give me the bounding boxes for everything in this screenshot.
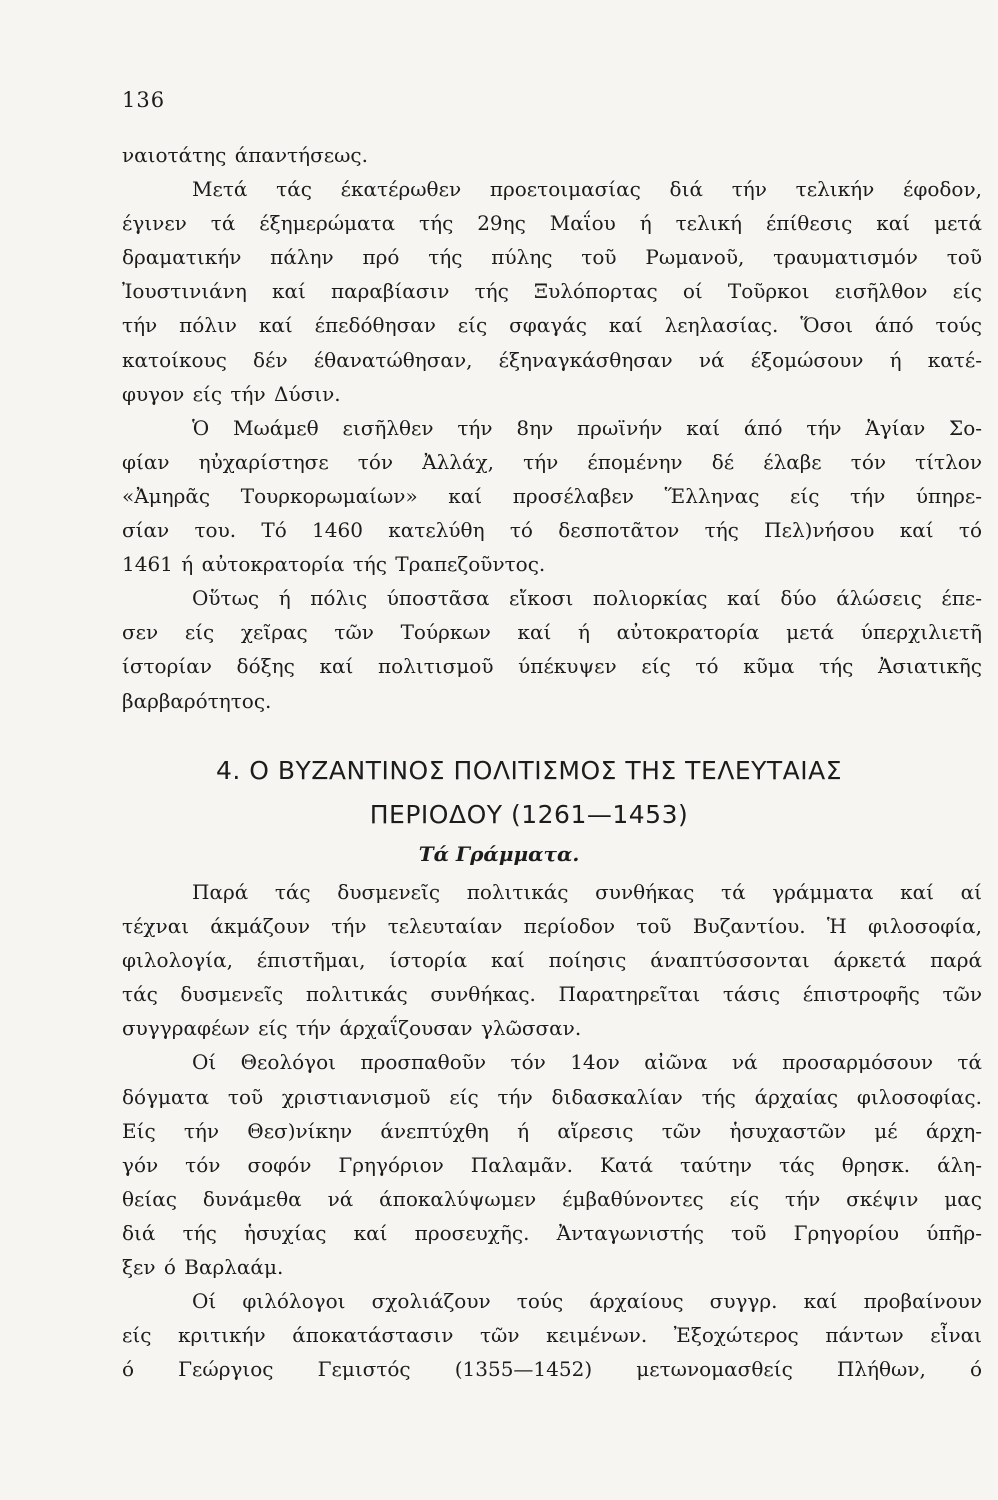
text-line: έγινεν τά έξημερώματα τής 29ης Μαΐου ή τελική έπίθεσις καί μετά: [122, 211, 982, 236]
text-line: τέχναι άκμάζουν τήν τελευταίαν περίοδον τοῦ Βυζαντίου. Ἡ φιλοσοφία,: [122, 914, 982, 939]
text-line: Οὕτως ή πόλις ύποστᾶσα εἴκοσι πολιορκίας καί δύο άλώσεις έπε-: [192, 586, 982, 611]
text-line: βαρβαρότητος.: [122, 688, 272, 713]
text-line: φυγον είς τήν Δύσιν.: [122, 381, 341, 406]
text-line: είς κριτικήν άποκατάστασιν τῶν κειμένων. Ἐξοχώτερος πάντων εἶναι: [122, 1323, 982, 1348]
text-line: Οί φιλόλογοι σχολιάζουν τούς άρχαίους συγγρ. καί προβαίνουν: [192, 1289, 982, 1314]
text-line: Ἰουστινιάνη καί παραβίασιν τής Ξυλόπορτας οί Τοῦρκοι εισῆλθον είς: [122, 279, 982, 304]
text-line: διά τής ἡσυχίας καί προσευχῆς. Ἀνταγωνιστής τοῦ Γρηγορίου ύπῆρ-: [122, 1220, 982, 1245]
body-text-section-2: [122, 875, 982, 1386]
text-line: δόγματα τοῦ χριστιανισμοῦ είς τήν διδασκαλίαν τής άρχαίας φιλοσοφίας.: [122, 1084, 982, 1109]
subheading: Τά Γράμματα.: [418, 842, 580, 866]
text-line: ναιοτάτης άπαντήσεως.: [122, 143, 368, 167]
text-line: Παρά τάς δυσμενεῖς πολιτικάς συνθήκας τά γράμματα καί αί: [192, 880, 982, 904]
text-line: τήν πόλιν καί έπεδόθησαν είς σφαγάς καί λεηλασίας. Ὅσοι άπό τούς: [122, 313, 982, 338]
text-line: Μετά τάς έκατέρωθεν προετοιμασίας διά τήν τελικήν έφοδον,: [192, 177, 982, 202]
text-line: κατοίκους δέν έθανατώθησαν, έξηναγκάσθησαν νά έξομώσουν ή κατέ-: [122, 347, 982, 372]
text-line: σίαν του. Τό 1460 κατελύθη τό δεσποτᾶτον τής Πελ)νήσου καί τό: [122, 518, 982, 543]
body-text-section-1: [122, 138, 982, 718]
text-line: ίστορίαν δόξης καί πολιτισμοῦ ύπέκυψεν είς τό κῦμα τής Ἀσιατικῆς: [122, 654, 982, 679]
text-line: γόν τόν σοφόν Γρηγόριον Παλαμᾶν. Κατά ταύτην τάς θρησκ. άλη-: [122, 1152, 982, 1177]
text-line: σεν είς χεῖρας τῶν Τούρκων καί ή αὐτοκρατορία μετά ύπερχιλιετῆ: [122, 620, 982, 645]
section-heading: 4. Ο ΒΥΖΑΝΤΙΝΟΣ ΠΟΛΙΤΙΣΜΟΣ ΤΗΣ ΤΕΛΕΥΤΑΙΑΣ: [215, 756, 843, 785]
text-line: τάς δυσμενεῖς πολιτικάς συνθήκας. Παρατηρεῖται τάσις έπιστροφῆς τῶν: [122, 982, 982, 1007]
text-line: ό Γεώργιος Γεμιστός (1355—1452) μετωνομασθείς Πλήθων, ό: [122, 1357, 982, 1382]
text-line: φιλολογία, έπιστῆμαι, ίστορία καί ποίησις άναπτύσσονται άρκετά παρά: [122, 948, 982, 973]
text-line: φίαν ηὐχαρίστησε τόν Ἀλλάχ, τήν έπομένην δέ έλαβε τόν τίτλον: [122, 449, 982, 474]
text-line: θείας δυνάμεθα νά άποκαλύψωμεν έμβαθύνοντες είς τήν σκέψιν μας: [122, 1186, 982, 1211]
section-heading-continued: ΠΕΡΙΟΔΟΥ (1261—1453): [369, 800, 689, 829]
text-line: 1461 ή αὐτοκρατορία τής Τραπεζοῦντος.: [122, 552, 546, 577]
page-number: 136: [122, 88, 166, 112]
text-line: Οί Θεολόγοι προσπαθοῦν τόν 14ον αἰῶνα νά προσαρμόσουν τά: [192, 1050, 982, 1075]
text-line: «Ἀμηρᾶς Τουρκορωμαίων» καί προσέλαβεν Ἕλληνας είς τήν ύπηρε-: [122, 483, 982, 508]
text-line: ξεν ό Βαρλαάμ.: [122, 1255, 284, 1280]
text-line: Ὁ Μωάμεθ εισῆλθεν τήν 8ην πρωϊνήν καί άπό τήν Ἁγίαν Σο-: [192, 415, 982, 440]
text-line: Είς τήν Θεσ)νίκην άνεπτύχθη ή αἵρεσις τῶν ἡσυχαστῶν μέ άρχη-: [122, 1118, 982, 1143]
text-line: δραματικήν πάλην πρό τής πύλης τοῦ Ρωμανοῦ, τραυματισμόν τοῦ: [122, 245, 982, 270]
text-line: συγγραφέων είς τήν άρχαΐζουσαν γλῶσσαν.: [122, 1016, 582, 1041]
